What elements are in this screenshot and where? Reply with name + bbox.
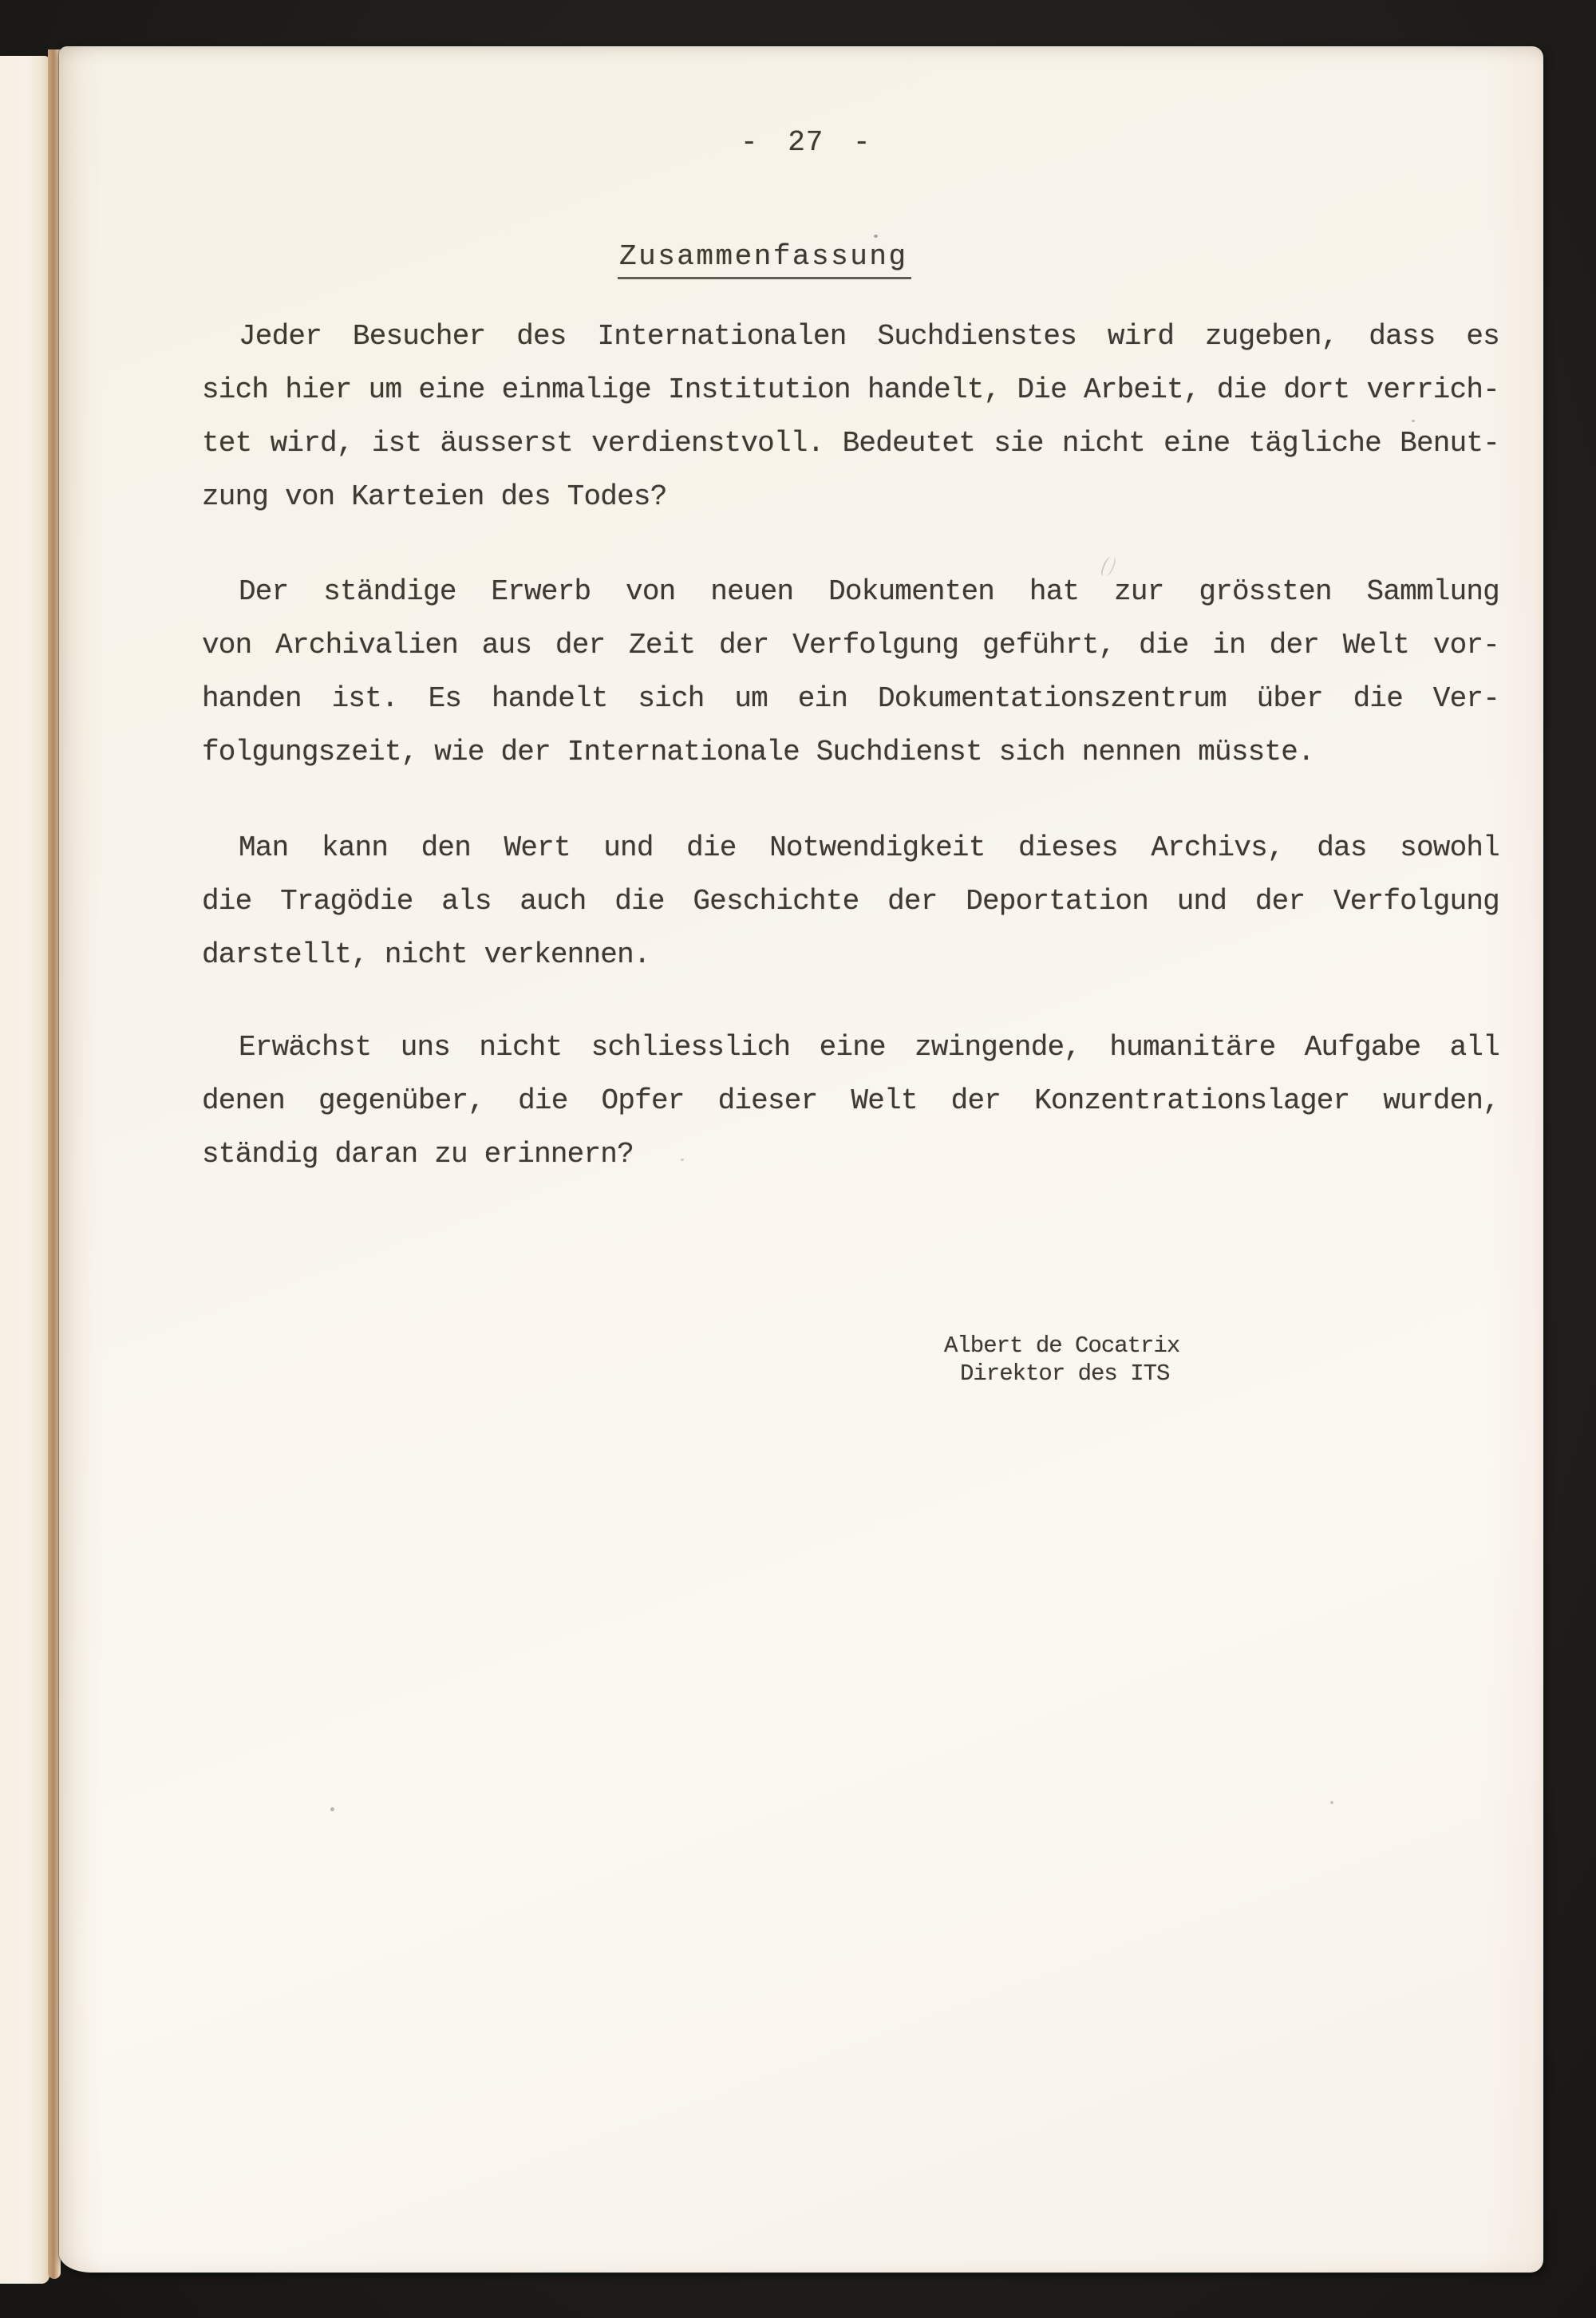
- ink-speck: [681, 1159, 684, 1161]
- text-line: handen ist. Es handelt sich um ein Dokumentationszentrum über die Ver-: [202, 682, 1499, 715]
- paragraph-2: [202, 565, 1499, 779]
- ink-speck: [1330, 1801, 1333, 1804]
- text-line: folgungszeit, wie der Internationale Suchdienst sich nennen müsste.: [202, 736, 1314, 768]
- text-line: zung von Karteien des Todes?: [202, 480, 667, 513]
- text-line: die Tragödie als auch die Geschichte der Deportation und der Verfolgung: [202, 885, 1499, 918]
- paragraph-3: [202, 821, 1499, 981]
- text-line: Der ständige Erwerb von neuen Dokumenten hat zur grössten Sammlung: [239, 575, 1499, 608]
- text-line: Jeder Besucher des Internationalen Suchdienstes wird zugeben, dass es: [239, 320, 1499, 353]
- signature-title: Direktor des ITS: [960, 1360, 1170, 1387]
- ink-speck: [1412, 420, 1415, 422]
- text-line: ständig daran zu erinnern?: [202, 1138, 634, 1171]
- text-line: darstellt, nicht verkennen.: [202, 938, 650, 971]
- facing-page-edge: [0, 56, 49, 2284]
- page-number: - 27 -: [741, 126, 871, 159]
- document-page: [59, 46, 1543, 2273]
- section-heading: Zusammenfassung: [618, 240, 911, 279]
- paragraph-1: [202, 310, 1499, 523]
- text-line: tet wird, ist äusserst verdienstvoll. Bedeutet sie nicht eine tägliche Benut-: [202, 427, 1499, 460]
- paragraph-4: [202, 1021, 1499, 1181]
- text-line: von Archivalien aus der Zeit der Verfolgung geführt, die in der Welt vor-: [202, 629, 1499, 661]
- ink-speck: [330, 1807, 334, 1811]
- signature-block: [944, 1332, 1179, 1388]
- text-line: Man kann den Wert und die Notwendigkeit dieses Archivs, das sowohl: [239, 831, 1499, 864]
- signature-name: Albert de Cocatrix: [944, 1333, 1180, 1359]
- text-line: Erwächst uns nicht schliesslich eine zwingende, humanitäre Aufgabe all: [239, 1031, 1499, 1064]
- ink-speck: [874, 235, 878, 238]
- text-line: sich hier um eine einmalige Institution handelt, Die Arbeit, die dort verrich-: [202, 373, 1499, 406]
- text-line: denen gegenüber, die Opfer dieser Welt der Konzentrationslager wurden,: [202, 1084, 1499, 1117]
